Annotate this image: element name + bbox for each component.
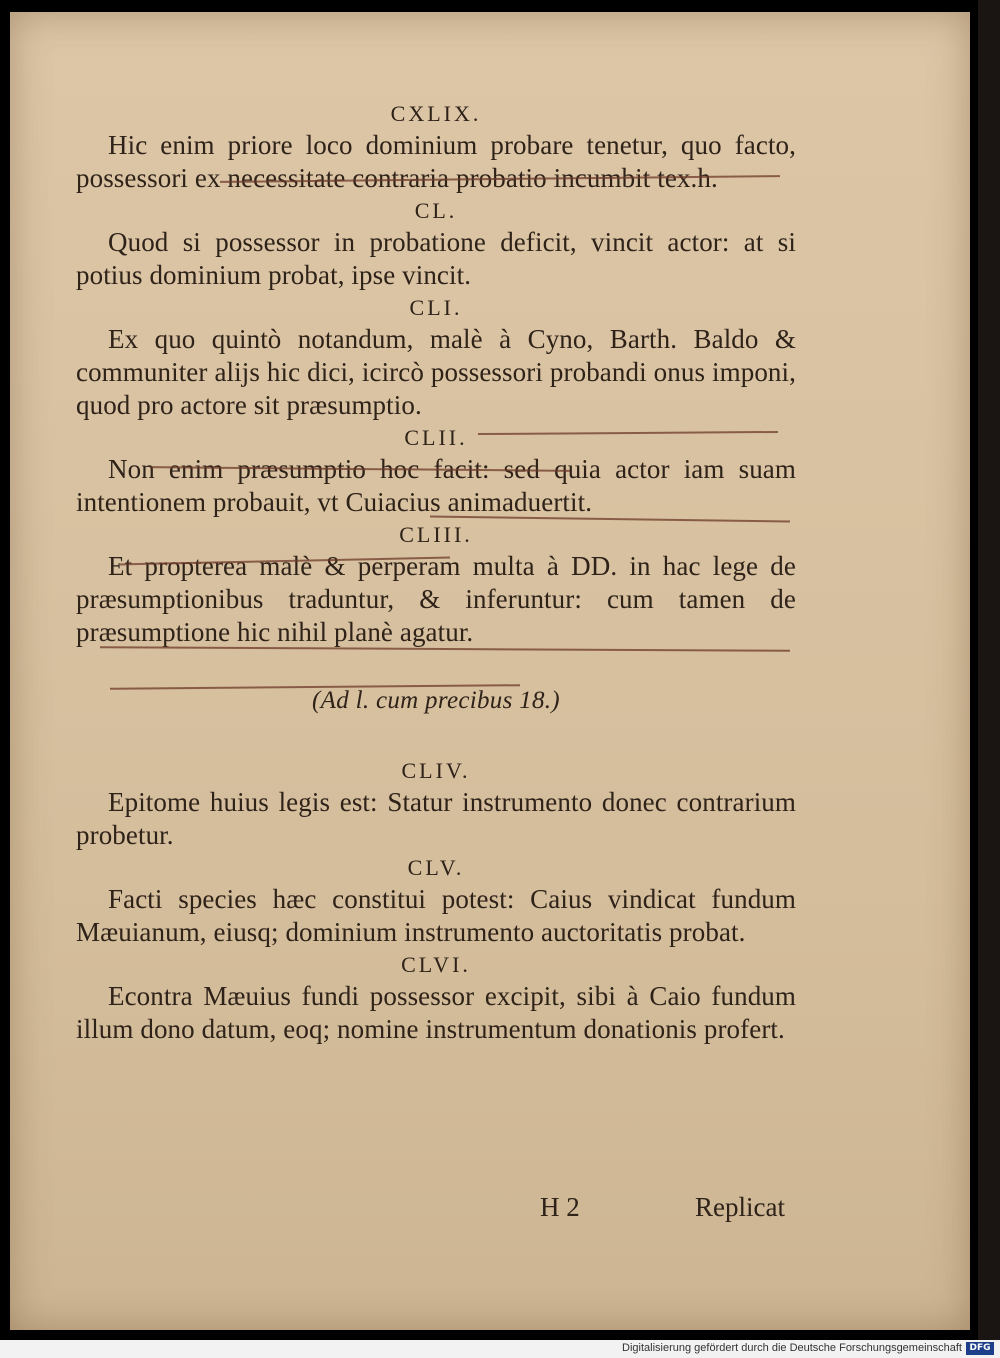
law-reference-title: (Ad l. cum precibus 18.) <box>312 687 560 714</box>
section-heading: CLI. <box>409 295 463 320</box>
section-text: Hic enim priore loco dominium probare tenetur, quo facto, possessori ex necessitate contraria probatio incumbit tex.h. <box>76 130 796 193</box>
section-heading: CLIV. <box>401 758 471 783</box>
section-153 <box>76 519 796 649</box>
section-heading: CLVI. <box>401 952 471 977</box>
section-151 <box>76 292 796 422</box>
dfg-logo: DFG <box>966 1342 994 1355</box>
section-heading: CL. <box>414 198 458 223</box>
section-154 <box>76 755 796 852</box>
page-text <box>76 98 796 1046</box>
section-heading: CLII. <box>404 425 468 450</box>
funding-note: Digitalisierung gefördert durch die Deutsche Forschungsgemeinschaft <box>622 1342 962 1354</box>
section-155 <box>76 852 796 949</box>
section-150 <box>76 195 796 292</box>
page-catchwords <box>540 1192 785 1223</box>
catchword: Replicat <box>695 1192 785 1222</box>
section-text: Facti species hæc constitui potest: Caius vindicat fundum Mæuianum, eiusq; dominium instrumento auctoritatis probat. <box>76 884 796 947</box>
section-text: Quod si possessor in probatione deficit, vincit actor: at si potius dominium probat, ipse vincit. <box>76 227 796 290</box>
book-page <box>10 12 970 1330</box>
section-text: Econtra Mæuius fundi possessor excipit, sibi à Caio fundum illum dono datum, eoq; nomine instrumentum donationis profert. <box>76 981 796 1044</box>
section-text: Ex quo quintò notandum, malè à Cyno, Barth. Baldo & communiter alijs hic dici, icircò possessori probandi onus imponi, quod pro actore sit præsumptio. <box>76 324 796 420</box>
section-text: Non enim præsumptio hoc facit: sed quia actor iam suam intentionem probauit, vt Cuiacius animaduertit. <box>76 454 796 517</box>
section-156 <box>76 949 796 1046</box>
signature-mark: H 2 <box>540 1192 580 1222</box>
section-heading: CLIII. <box>399 522 473 547</box>
footer-bar <box>0 1340 1000 1358</box>
section-heading: CLV. <box>407 855 465 880</box>
section-heading: CXLIX. <box>390 101 482 126</box>
section-text: Epitome huius legis est: Statur instrumento donec contrarium probetur. <box>76 787 796 850</box>
section-text: Et propterea malè & perperam multa à DD. in hac lege de præsumptionibus traduntur, & inferuntur: cum tamen de præsumptione hic nihil planè agatur. <box>76 551 796 647</box>
